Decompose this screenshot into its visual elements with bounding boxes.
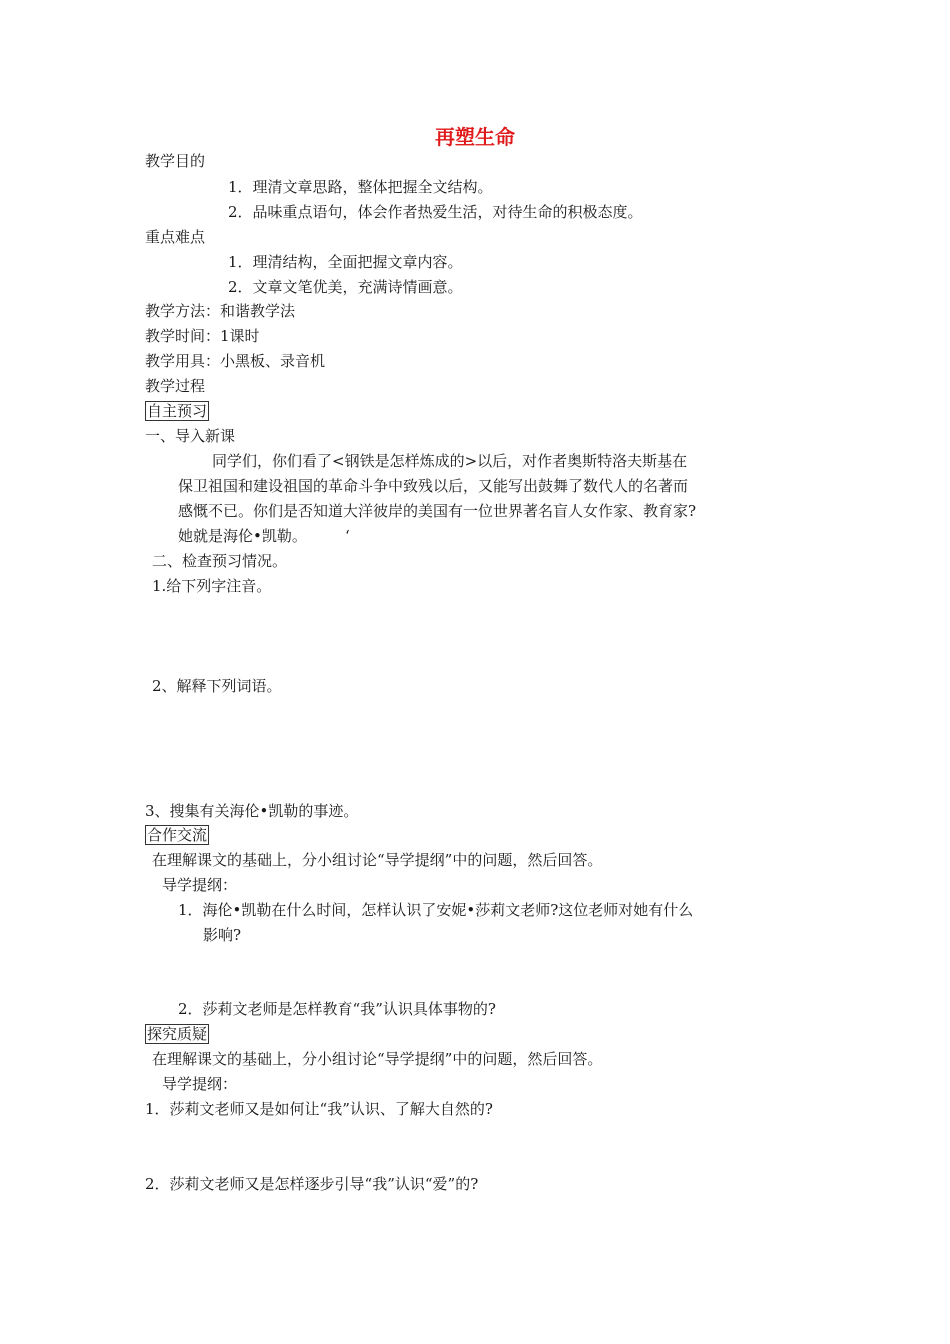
preview-question: 3、搜集有关海伦•凯勒的事迹。: [145, 802, 359, 820]
inquiry-instruction: 在理解课文的基础上，分小组讨论“导学提纲”中的问题，然后回答。: [152, 1050, 603, 1068]
section-cooperation: [145, 825, 209, 845]
intro-paragraph-line: 她就是海伦•凯勒。 ‘: [178, 527, 350, 545]
key-points-heading: 重点难点: [145, 228, 206, 246]
teaching-tools: 教学用具：小黑板、录音机: [145, 352, 326, 370]
outline-question: 2．莎莉文老师又是怎样逐步引导“我”认识“爱”的?: [145, 1175, 479, 1193]
cooperation-instruction: 在理解课文的基础上，分小组讨论“导学提纲”中的问题，然后回答。: [152, 851, 603, 869]
section-self-study: [145, 401, 209, 421]
key-point-item: 1．理清结构，全面把握文章内容。: [228, 253, 463, 271]
objective-item: 2．品味重点语句，体会作者热爱生活，对待生命的积极态度。: [228, 203, 643, 221]
section-label: 探究质疑: [147, 1025, 208, 1043]
objective-item: 1．理清文章思路，整体把握全文结构。: [228, 178, 493, 196]
section-label: 合作交流: [147, 826, 208, 844]
key-point-item: 2．文章文笔优美，充满诗情画意。: [228, 278, 463, 296]
intro-paragraph-line: 同学们，你们看了<钢铁是怎样炼成的>以后，对作者奥斯特洛夫斯基在: [212, 452, 688, 470]
page-title: 再塑生命: [435, 125, 515, 149]
intro-heading: 一、导入新课: [145, 427, 236, 445]
section-label: 自主预习: [147, 402, 208, 420]
teaching-method: 教学方法：和谐教学法: [145, 302, 296, 320]
outline-question-continued: 影响?: [203, 926, 242, 944]
objectives-heading: 教学目的: [145, 152, 206, 170]
section-inquiry: [145, 1024, 209, 1044]
intro-paragraph-line: 感慨不已。你们是否知道大洋彼岸的美国有一位世界著名盲人女作家、教育家?: [178, 502, 697, 520]
intro-paragraph-line: 保卫祖国和建设祖国的革命斗争中致残以后，又能写出鼓舞了数代人的名著而: [178, 477, 689, 495]
outline-question: 1．海伦•凯勒在什么时间，怎样认识了安妮•莎莉文老师?这位老师对她有什么: [178, 901, 694, 919]
outline-question: 2．莎莉文老师是怎样教育“我”认识具体事物的?: [178, 1000, 496, 1018]
outline-label: 导学提纲：: [162, 1075, 238, 1093]
preview-question: 1.给下列字注音。: [152, 577, 272, 595]
check-heading: 二、检查预习情况。: [152, 552, 288, 570]
teaching-time: 教学时间：1课时: [145, 327, 260, 345]
outline-question: 1．莎莉文老师又是如何让“我”认识、了解大自然的?: [145, 1100, 493, 1118]
teaching-process: 教学过程: [145, 377, 206, 395]
outline-label: 导学提纲：: [162, 876, 238, 894]
preview-question: 2、解释下列词语。: [152, 677, 282, 695]
